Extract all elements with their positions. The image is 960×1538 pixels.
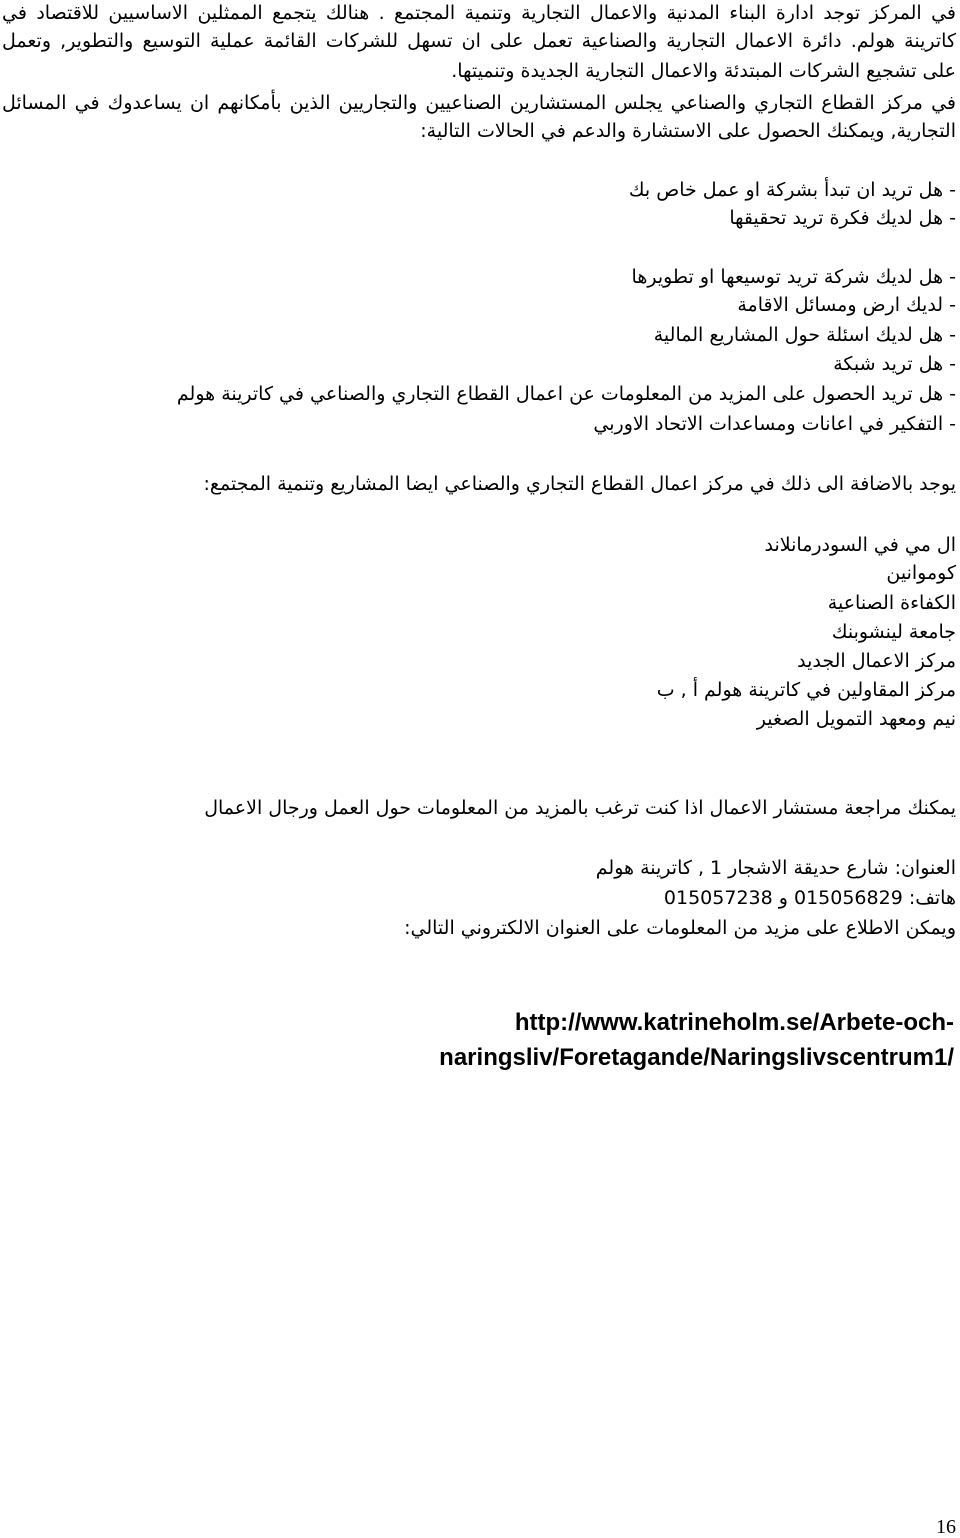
- list-item-land: - لديك ارض ومسائل الاقامة: [737, 294, 956, 316]
- project-item: مركز الاعمال الجديد: [797, 650, 956, 672]
- project-item: مركز المقاولين في كاترينة هولم أ , ب: [656, 679, 956, 701]
- contact-address: العنوان: شارع حديقة الاشجار 1 , كاترينة هولم: [595, 857, 956, 879]
- list-item-network: - هل تريد شبكة: [833, 353, 956, 375]
- intro-line-3: على تشجيع الشركات المبتدئة والاعمال التجارية الجديدة وتنميتها.: [451, 60, 956, 82]
- project-item: ال مي في السودرمانلاند: [764, 534, 956, 556]
- website-link-line-1[interactable]: http://www.katrineholm.se/Arbete-och-: [514, 1009, 954, 1036]
- intro-line-2: كاترينة هولم. دائرة الاعمال التجارية والصناعية تعمل على ان تسهل للشركات القائمة عملية التوسيع والتطوير, وتعمل: [2, 30, 956, 52]
- contact-phone: هاتف: 015056829 و 015057238: [663, 887, 956, 909]
- page-number: 16: [936, 1516, 956, 1538]
- website-link-line-2[interactable]: naringsliv/Foretagande/Naringslivscentrum1/: [439, 1044, 954, 1071]
- list-item-expand-company: - هل لديك شركة تريد توسيعها او تطويرها: [631, 266, 956, 288]
- intro-line-1: في المركز توجد ادارة البناء المدنية والاعمال التجارية وتنمية المجتمع . هنالك يتجمع الممثلين الاساسيين للاقتصاد في: [2, 2, 956, 24]
- intro-line-5: التجارية, ويمكنك الحصول على الاستشارة والدعم في الحالات التالية:: [420, 120, 956, 142]
- list-item-eu-funding: - التفكير في اعانات ومساعدات الاتحاد الاوربي: [593, 413, 956, 435]
- contact-more-info: ويمكن الاطلاع على مزيد من المعلومات على العنوان الالكتروني التالي:: [404, 917, 956, 939]
- project-item: نيم ومعهد التمويل الصغير: [756, 708, 956, 730]
- project-item: جامعة لينشوبنك: [831, 621, 956, 643]
- project-item: الكفاءة الصناعية: [827, 592, 956, 614]
- list-item-more-info: - هل تريد الحصول على المزيد من المعلومات عن اعمال القطاع التجاري والصناعي في كاترينة هولم: [176, 383, 956, 405]
- advisor-note: يمكنك مراجعة مستشار الاعمال اذا كنت ترغب بالمزيد من المعلومات حول العمل ورجال الاعمال: [204, 797, 956, 819]
- projects-intro: يوجد بالاضافة الى ذلك في مركز اعمال القطاع التجاري والصناعي ايضا المشاريع وتنمية المجتمع:: [203, 473, 956, 495]
- list-item-start-business: - هل تريد ان تبدأ بشركة او عمل خاص بك: [628, 179, 956, 201]
- project-item: كوموانين: [886, 562, 956, 584]
- intro-line-4: في مركز القطاع التجاري والصناعي يجلس المستشارين الصناعيين والتجاريين الذين بأمكانهم ان يساعدوك في المسائل: [2, 92, 956, 114]
- list-item-finance: - هل لديك اسئلة حول المشاريع المالية: [653, 324, 956, 346]
- list-item-idea: - هل لديك فكرة تريد تحقيقها: [729, 207, 956, 229]
